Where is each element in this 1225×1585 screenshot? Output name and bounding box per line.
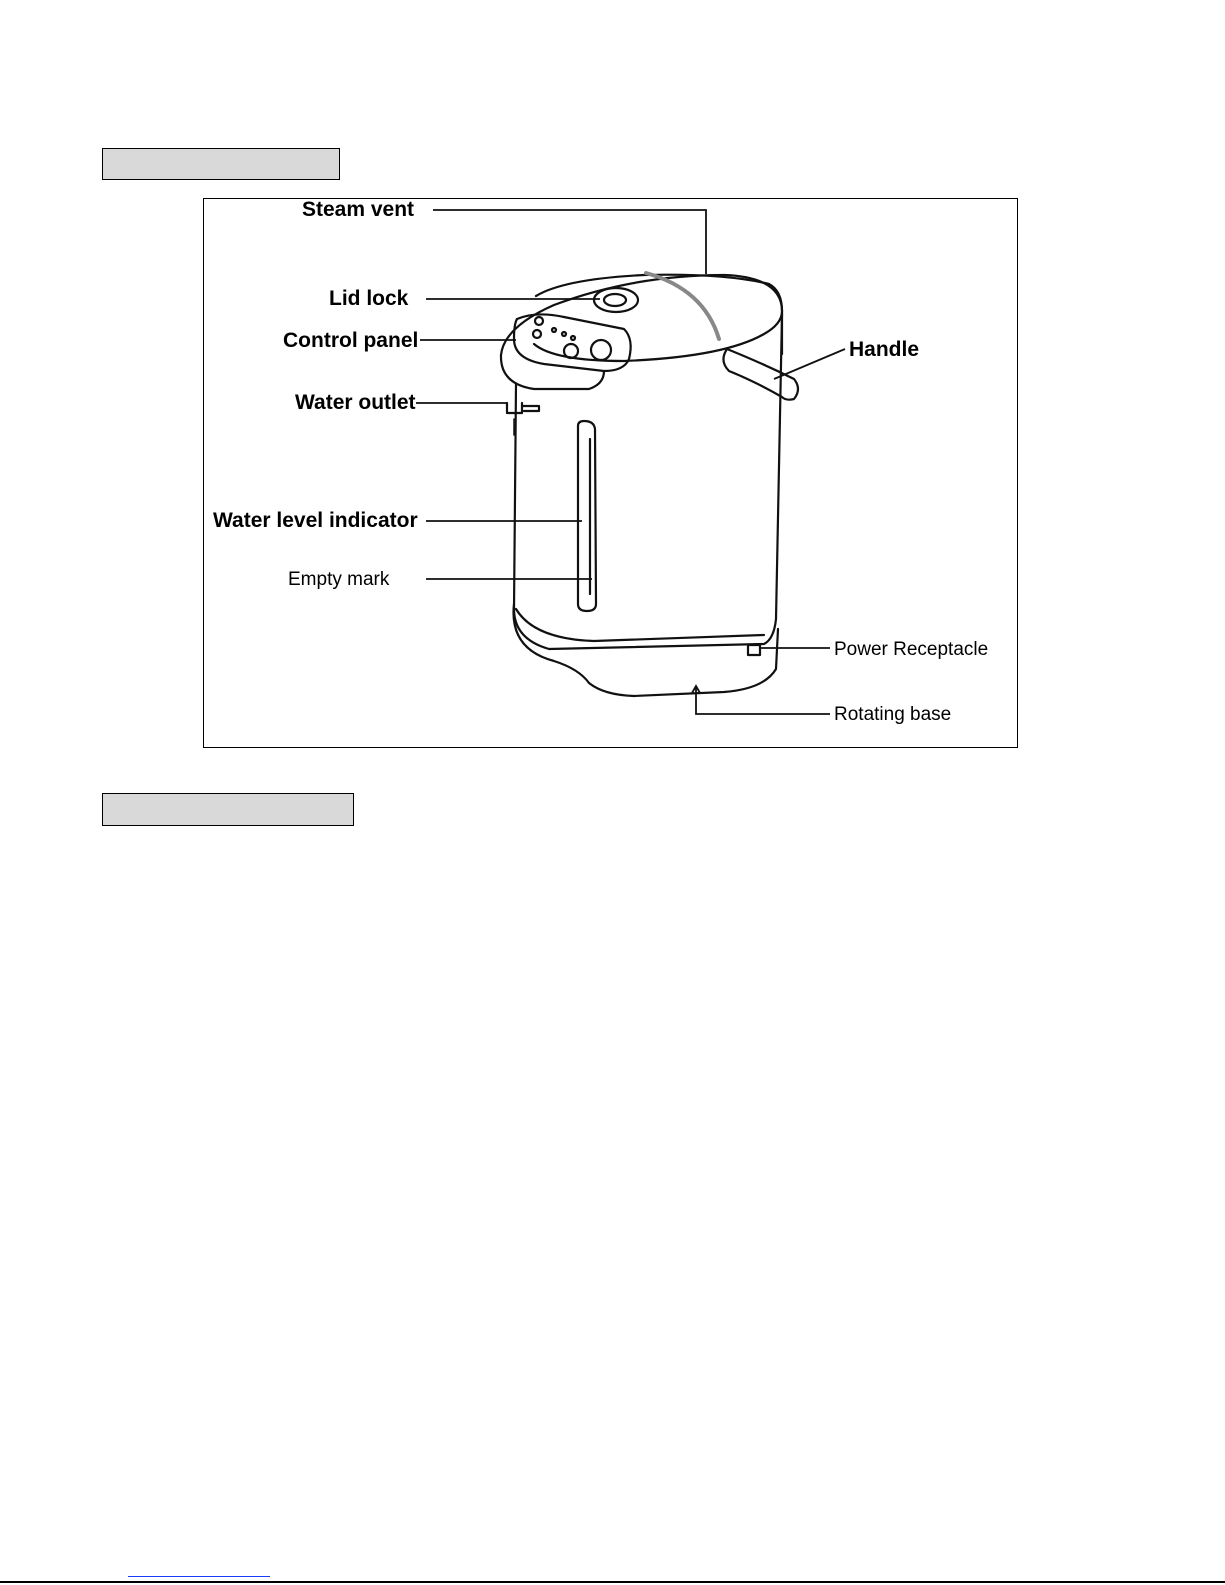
power-receptacle-shape — [748, 645, 760, 655]
section-header-bar — [102, 148, 340, 180]
lid-lock-shape — [594, 288, 638, 312]
leader-handle — [774, 349, 845, 379]
product-diagram — [203, 198, 1018, 748]
control-panel-shape — [514, 314, 631, 371]
air-pot-illustration — [204, 199, 1017, 747]
label-lid-lock: Lid lock — [329, 287, 409, 310]
label-power-receptacle: Power Receptacle — [834, 639, 989, 660]
water-outlet-shape — [507, 403, 522, 413]
label-rotating-base: Rotating base — [834, 704, 952, 725]
water-level-window — [578, 421, 596, 611]
footer-rule — [0, 1581, 1225, 1583]
label-steam-vent: Steam vent — [302, 199, 415, 221]
label-handle: Handle — [849, 338, 920, 361]
label-water-outlet: Water outlet — [295, 391, 416, 414]
footer-link-underline — [128, 1576, 270, 1577]
leader-steam-vent — [433, 210, 706, 274]
steam-vent-shape — [646, 273, 719, 339]
label-control-panel: Control panel — [283, 329, 419, 352]
section-header-bar — [102, 793, 354, 826]
label-empty-mark: Empty mark — [288, 569, 390, 590]
label-water-level-indicator: Water level indicator — [213, 509, 418, 532]
